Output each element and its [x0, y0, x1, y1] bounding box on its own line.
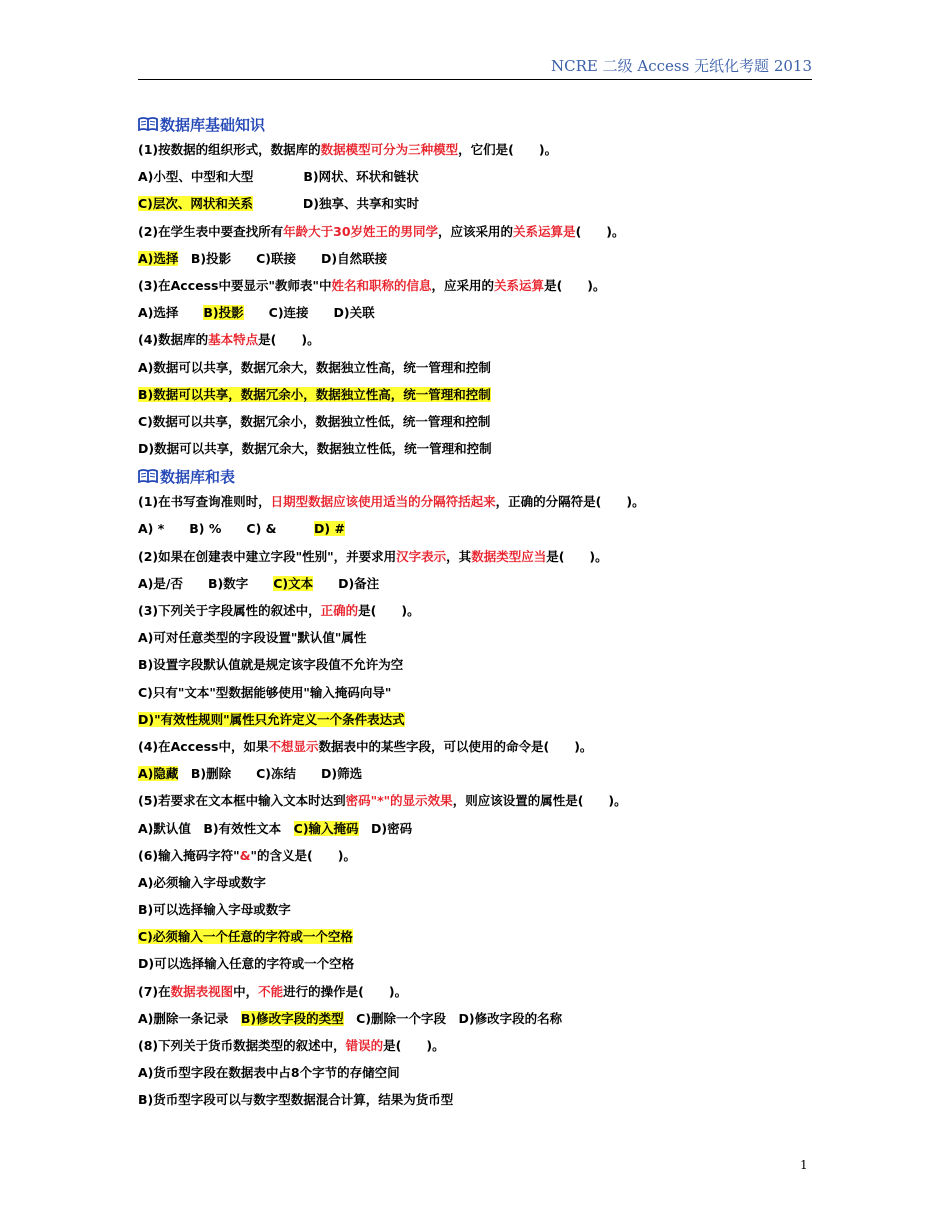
keyword-emphasis: 数据表视图 [170, 983, 234, 999]
text-segment: (8)下列关于货币数据类型的叙述中， [138, 1038, 346, 1053]
question-line [138, 1032, 818, 1059]
text-segment: C)只有"文本"型数据能够使用"输入掩码向导" [138, 684, 392, 700]
keyword-emphasis: 日期型数据应该使用适当的分隔符括起来 [270, 494, 496, 510]
text-segment: (2)如果在创建表中建立字段"性别"，并要求用 [138, 548, 397, 564]
question-line [138, 272, 818, 299]
correct-answer-highlight: B)修改字段的类型 [240, 1010, 344, 1026]
question-line [138, 651, 818, 678]
text-segment: B)投影 C)联接 D)自然联接 [178, 250, 388, 266]
text-segment: A)可对任意类型的字段设置"默认值"属性 [138, 630, 367, 646]
text-segment: A)货币型字段在数据表中占8个字节的存储空间 [138, 1065, 400, 1081]
document-body [138, 110, 818, 1114]
correct-answer-highlight: C)层次、网状和关系 [138, 196, 253, 212]
question-line [138, 950, 818, 977]
question-line [138, 570, 818, 597]
question-line [138, 679, 818, 706]
keyword-emphasis: 不能 [258, 983, 284, 999]
text-segment: ，正确的分隔符是( )。 [495, 494, 645, 510]
text-segment: A) * B) % C) & [138, 521, 315, 537]
text-segment: (1)在书写查询准则时， [138, 494, 271, 510]
text-segment: C)删除一个字段 D)修改字段的名称 [343, 1010, 563, 1026]
text-segment: (3)在Access中要显示"教师表"中 [138, 277, 332, 293]
open-book-icon [138, 117, 158, 131]
correct-answer-highlight: D) # [314, 521, 345, 537]
question-line [138, 245, 818, 272]
text-segment: ，应该采用的 [438, 223, 514, 239]
question-line [138, 597, 818, 624]
text-segment: D)可以选择输入任意的字符或一个空格 [138, 956, 355, 972]
text-segment: "的含义是( )。 [250, 847, 356, 863]
text-segment: D)密码 [358, 820, 413, 836]
question-line [138, 435, 818, 462]
keyword-emphasis: 年龄大于30岁姓王的男同学 [283, 223, 439, 239]
text-segment: 数据表中的某些字段，可以使用的命令是( )。 [318, 738, 593, 754]
question-line [138, 408, 818, 435]
text-segment: (3)下列关于字段属性的叙述中， [138, 603, 321, 618]
text-segment: A)默认值 B)有效性文本 [138, 820, 294, 836]
open-book-icon [138, 469, 158, 483]
question-line [138, 815, 818, 842]
question-line [138, 624, 818, 651]
text-segment: 是( )。 [358, 603, 420, 618]
question-line [138, 923, 818, 950]
keyword-emphasis: 数据模型可分为三种模型 [320, 142, 459, 157]
question-line [138, 787, 818, 814]
section-title [138, 464, 818, 488]
keyword-emphasis: 正确的 [320, 603, 359, 618]
text-segment: (6)输入掩码字符" [138, 847, 240, 863]
correct-answer-highlight: A)选择 [138, 250, 179, 266]
correct-answer-highlight: C)必须输入一个任意的字符或一个空格 [138, 929, 353, 945]
text-segment: A)是/否 B)数字 [138, 575, 274, 591]
keyword-emphasis: 不想显示 [268, 738, 319, 754]
correct-answer-highlight: C)文本 [273, 575, 314, 591]
question-line [138, 1059, 818, 1086]
question-line [138, 706, 818, 733]
question-line [138, 163, 818, 190]
text-segment: C)连接 D)关联 [243, 305, 375, 321]
text-segment: A)选择 [138, 305, 204, 321]
section-title-text: 数据库和表 [160, 467, 236, 486]
keyword-emphasis: 汉字表示 [396, 548, 447, 564]
text-segment: 中， [233, 983, 259, 999]
question-line [138, 136, 818, 163]
text-segment: A)删除一条记录 [138, 1010, 241, 1026]
question-line [138, 978, 818, 1005]
keyword-emphasis: & [239, 847, 251, 863]
question-line [138, 896, 818, 923]
text-segment: A)数据可以共享，数据冗余大，数据独立性高，统一管理和控制 [138, 359, 491, 375]
text-segment: ，其 [446, 548, 472, 564]
text-segment: ，应采用的 [431, 277, 495, 293]
text-segment: 进行的操作是( )。 [283, 983, 408, 999]
question-line [138, 1005, 818, 1032]
text-segment: ( )。 [575, 223, 625, 239]
question-line [138, 869, 818, 896]
text-segment: B)网状、环状和链状 [253, 169, 419, 185]
question-line [138, 381, 818, 408]
question-line [138, 515, 818, 542]
correct-answer-highlight: D)"有效性规则"属性只允许定义一个条件表达式 [138, 711, 405, 727]
text-segment: C)数据可以共享，数据冗余小，数据独立性低，统一管理和控制 [138, 413, 491, 429]
correct-answer-highlight: C)输入掩码 [293, 820, 359, 836]
keyword-emphasis: 密码"*"的显示效果 [345, 793, 453, 809]
question-line [138, 543, 818, 570]
text-segment: (7)在 [138, 983, 171, 999]
text-segment: (4)在Access中，如果 [138, 738, 269, 754]
question-line [138, 760, 818, 787]
keyword-emphasis: 错误的 [345, 1038, 384, 1053]
question-line [138, 1086, 818, 1113]
text-segment: ，则应该设置的属性是( )。 [452, 793, 627, 809]
correct-answer-highlight: B)数据可以共享，数据冗余小，数据独立性高，统一管理和控制 [138, 386, 491, 402]
text-segment: (5)若要求在文本框中输入文本时达到 [138, 793, 346, 809]
question-line [138, 488, 818, 515]
text-segment: B)设置字段默认值就是规定该字段值不允许为空 [138, 657, 404, 673]
text-segment: (4)数据库的 [138, 332, 209, 348]
text-segment: D)独享、共享和实时 [252, 196, 419, 212]
correct-answer-highlight: B)投影 [203, 305, 244, 321]
text-segment: 是( )。 [546, 548, 608, 564]
question-line [138, 190, 818, 217]
text-segment: B)删除 C)冻结 D)筛选 [178, 766, 363, 782]
text-segment: A)小型、中型和大型 [138, 169, 254, 185]
keyword-emphasis: 数据类型应当 [471, 548, 547, 564]
text-segment: ，它们是( )。 [458, 142, 558, 157]
keyword-emphasis: 姓名和职称的信息 [331, 277, 432, 293]
page-header: NCRE 二级 Access 无纸化考题 2013 [138, 56, 812, 80]
section-title-text: 数据库基础知识 [160, 115, 266, 134]
question-line [138, 842, 818, 869]
question-line [138, 733, 818, 760]
question-line [138, 218, 818, 245]
text-segment: (2)在学生表中要查找所有 [138, 223, 284, 239]
keyword-emphasis: 基本特点 [208, 332, 259, 348]
text-segment: 是( )。 [258, 332, 320, 348]
keyword-emphasis: 关系运算是 [513, 223, 576, 239]
question-line [138, 354, 818, 381]
keyword-emphasis: 关系运算 [494, 277, 545, 293]
text-segment: A)必须输入字母或数字 [138, 874, 266, 890]
page-number: 1 [800, 1158, 808, 1172]
text-segment: (1)按数据的组织形式，数据库的 [138, 142, 321, 157]
text-segment: 是( )。 [544, 277, 606, 293]
correct-answer-highlight: A)隐藏 [138, 766, 179, 782]
question-line [138, 326, 818, 353]
text-segment: B)可以选择输入字母或数字 [138, 902, 291, 918]
text-segment: D)备注 [313, 575, 380, 591]
question-line [138, 299, 818, 326]
text-segment: 是( )。 [383, 1038, 445, 1053]
text-segment: D)数据可以共享，数据冗余大，数据独立性低，统一管理和控制 [138, 441, 492, 457]
section-title [138, 112, 818, 136]
text-segment: B)货币型字段可以与数字型数据混合计算，结果为货币型 [138, 1092, 454, 1108]
